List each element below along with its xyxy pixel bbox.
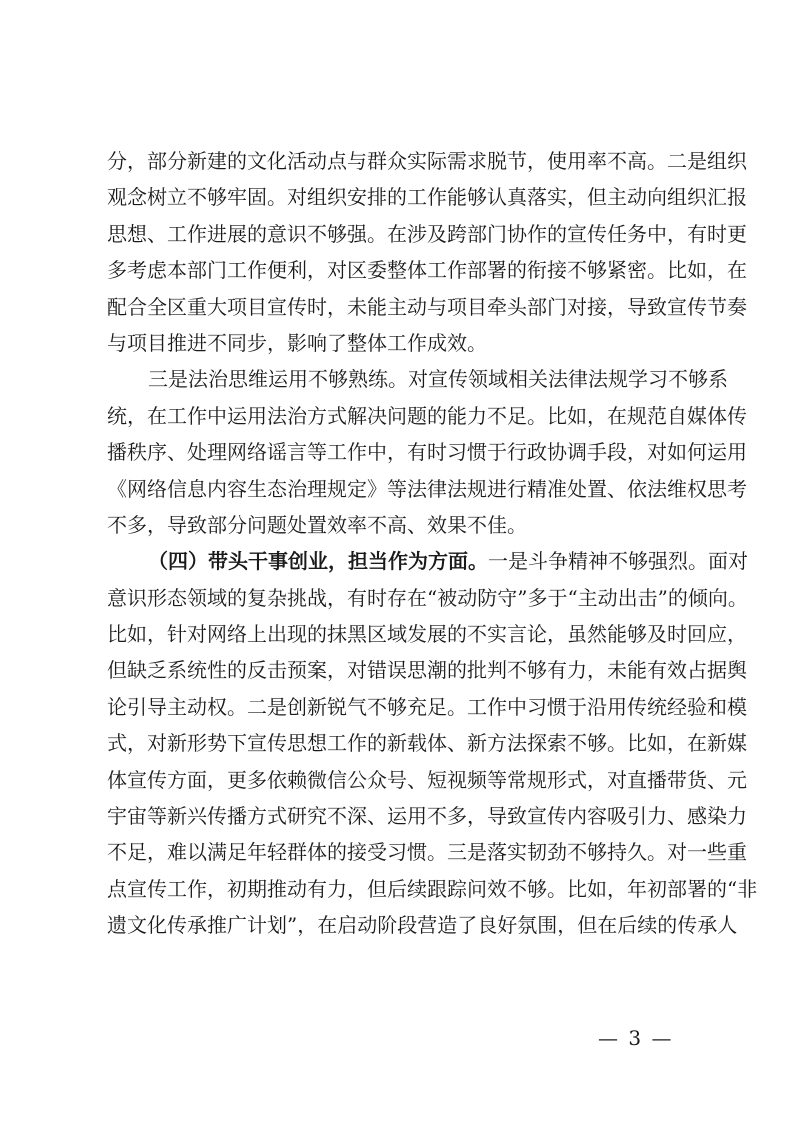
paragraph-section-four bbox=[107, 543, 758, 943]
text-line: 宇宙等新兴传播方式研究不深、运用不多，导致宣传内容吸引力、感染力 bbox=[107, 804, 747, 829]
text-line: 播秩序、处理网络谣言等工作中，有时习惯于行政协调手段，对如何运用 bbox=[107, 440, 747, 465]
section-heading: （四）带头干事创业，担当作为方面。 bbox=[148, 549, 488, 574]
text-line: 比如，针对网络上出现的抹黑区域发展的不实言论，虽然能够及时回应， bbox=[107, 622, 747, 647]
text-line: 式，对新形势下宣传思想工作的新载体、新方法探索不够。比如，在新媒 bbox=[107, 731, 747, 756]
text-line: 观念树立不够牢固。对组织安排的工作能够认真落实，但主动向组织汇报 bbox=[107, 185, 747, 210]
text-span: 一是斗争精神不够强烈。面对 bbox=[488, 549, 748, 574]
document-body bbox=[107, 143, 758, 944]
paragraph-organization-concept bbox=[107, 143, 747, 361]
text-line: 不多，导致部分问题处置效率不高、效果不佳。 bbox=[107, 512, 527, 537]
text-line: 意识形态领域的复杂挑战，有时存在“被动防守”多于“主动出击”的倾向。 bbox=[107, 585, 748, 610]
text-line: 与项目推进不同步，影响了整体工作成效。 bbox=[107, 330, 487, 355]
text-line: 点宣传工作，初期推动有力，但后续跟踪问效不够。比如，年初部署的“非 bbox=[107, 876, 758, 901]
text-line: 但缺乏系统性的反击预案，对错误思潮的批判不够有力，未能有效占据舆 bbox=[107, 658, 747, 683]
text-line: 三是法治思维运用不够熟练。对宣传领域相关法律法规学习不够系 bbox=[148, 367, 728, 392]
text-line bbox=[107, 543, 748, 579]
text-line: 不足，难以满足年轻群体的接受习惯。三是落实韧劲不够持久。对一些重 bbox=[107, 840, 747, 865]
text-line: 多考虑本部门工作便利，对区委整体工作部署的衔接不够紧密。比如，在 bbox=[107, 258, 747, 283]
text-line: 统，在工作中运用法治方式解决问题的能力不足。比如，在规范自媒体传 bbox=[107, 403, 747, 428]
page-number: — 3 — bbox=[598, 1026, 674, 1050]
text-line: 分，部分新建的文化活动点与群众实际需求脱节，使用率不高。二是组织 bbox=[107, 149, 747, 173]
text-line: 遗文化传承推广计划”，在启动阶段营造了良好氛围，但在后续的传承人 bbox=[107, 913, 738, 938]
text-line: 体宣传方面，更多依赖微信公众号、短视频等常规形式，对直播带货、元 bbox=[107, 767, 747, 792]
text-line: 《网络信息内容生态治理规定》等法律法规进行精准处置、依法维权思考 bbox=[107, 476, 747, 501]
paragraph-rule-of-law bbox=[107, 361, 747, 543]
text-line: 配合全区重大项目宣传时，未能主动与项目牵头部门对接，导致宣传节奏 bbox=[107, 294, 747, 319]
text-line: 论引导主动权。二是创新锐气不够充足。工作中习惯于沿用传统经验和模 bbox=[107, 694, 747, 719]
text-line: 思想、工作进展的意识不够强。在涉及跨部门协作的宣传任务中，有时更 bbox=[107, 221, 747, 246]
